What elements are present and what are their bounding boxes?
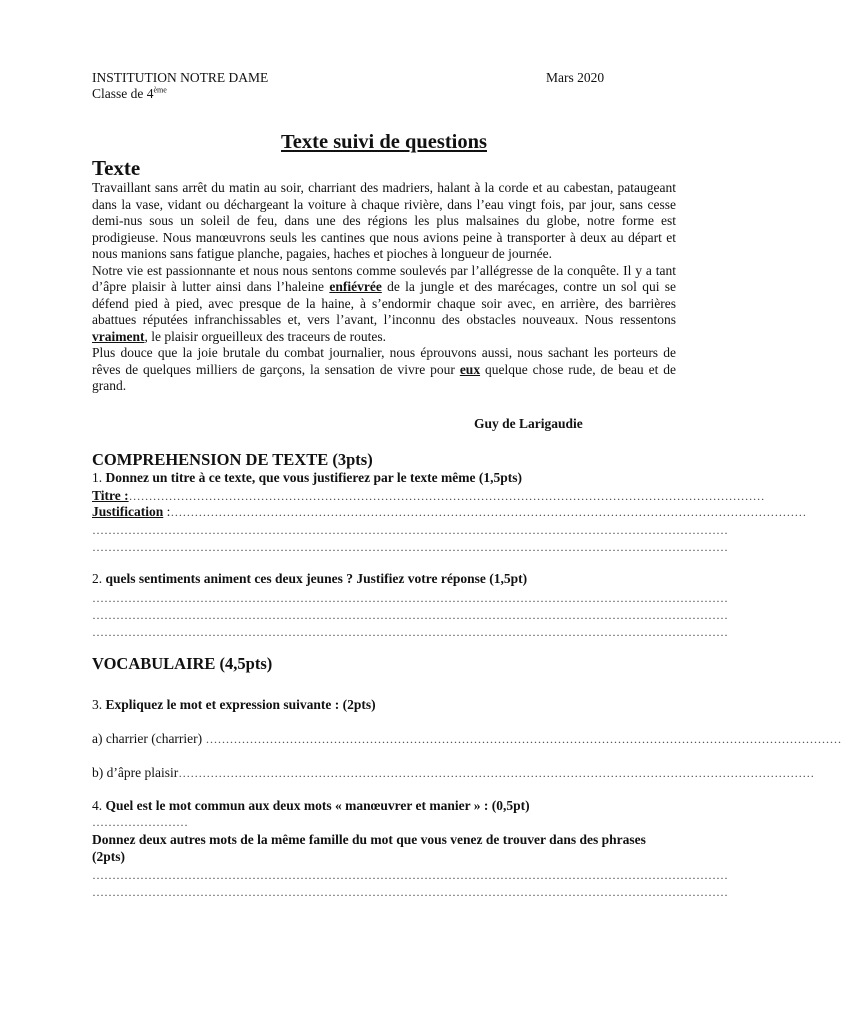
- answer-line-b[interactable]: [92, 765, 815, 781]
- passage-paragraph-2: [92, 263, 676, 346]
- question-text: Donnez un titre à ce texte, que vous justifierez par le texte même (1,5pts): [105, 470, 523, 485]
- passage-paragraph-3: [92, 345, 676, 395]
- answer-line[interactable]: ……………………………………………………………………………………………………………………………………………: [92, 608, 728, 622]
- answer-line[interactable]: ……………………………………………………………………………………………………………………………………………: [92, 523, 728, 537]
- passage: [92, 180, 676, 395]
- answer-line[interactable]: ……………………………………………………………………………………………………………………………………………: [92, 540, 728, 554]
- question-text: Quel est le mot commun aux deux mots « manœuvrer et manier » : (0,5pt): [105, 798, 530, 813]
- answer-line-short[interactable]: ……………………: [92, 815, 188, 829]
- passage-paragraph-1: Travaillant sans arrêt du matin au soir, charriant des madriers, halant à la corde et au cabestan, pataugeant dans la vase, vidant ou déchargeant la voiture à chaque rivière, dans l’eau vingt fois, par jour, sans cesse demi-nus sous un soleil de feu, dans une des régions les plus malsaines du globe, notre forme est prodigieuse. Nous manœuvrons seuls les cantines que nous avions peine à transporter à deux au départ et nous manions sans fatigue planche, pagaies, haches et pioches à longueur de journée.: [92, 180, 676, 261]
- class-prefix: Classe de 4: [92, 86, 154, 101]
- justification-label: Justification: [92, 504, 164, 519]
- passage-text: Plus douce que la joie brutale du combat journalier, nous éprouvons aussi, nous sachant les porteurs de rêves de quelques milliers de garçons, la sensation de vivre pour: [92, 345, 676, 377]
- highlighted-word-enfievree: enfiévrée: [329, 279, 382, 294]
- question-number: 2.: [92, 571, 106, 586]
- institution-name: INSTITUTION NOTRE DAME: [92, 70, 269, 85]
- answer-line[interactable]: ……………………………………………………………………………………………………………………………………………: [92, 885, 728, 899]
- answer-line[interactable]: ……………………………………………………………………………………………………………………………………………: [92, 591, 728, 605]
- highlighted-word-eux: eux: [459, 361, 481, 377]
- item-a-label: a) charrier (charrier): [92, 731, 206, 746]
- passage-text: quelque chose rude, de beau et de grand.: [92, 361, 676, 393]
- passage-text: Notre vie est passionnante et nous nous sentons comme soulevés par l’allégresse de la conquête. Il y a tant d’âpre plaisir à lutter ainsi dans l’haleine: [92, 262, 676, 294]
- question-number: 4.: [92, 798, 106, 813]
- answer-line-titre[interactable]: [92, 488, 765, 504]
- class-superscript: ème: [153, 85, 167, 95]
- answer-line[interactable]: ……………………………………………………………………………………………………………………………………………: [92, 868, 728, 882]
- label-colon: :: [163, 504, 171, 519]
- highlighted-word-vraiment: vraiment: [92, 328, 145, 344]
- question-2: [92, 571, 676, 588]
- passage-text: de la jungle et des marécages, contre un sol qui se défend pied à pied, avec presque de la haine, à s’endormir chaque soir avec, en arrière, des barrières abattues réputées infranchissables et, vers l’avant, l’inconnu des obstacles nouveaux. Nous ressentons: [92, 279, 676, 327]
- vocabulaire-heading: VOCABULAIRE (4,5pts): [92, 654, 273, 673]
- question-text: Expliquez le mot et expression suivante : (2pts): [105, 697, 376, 712]
- answer-line[interactable]: ……………………………………………………………………………………………………………………………………………: [92, 625, 728, 639]
- question-number: 3.: [92, 697, 106, 712]
- author-name: Guy de Larigaudie: [474, 416, 583, 431]
- question-4: [92, 798, 676, 815]
- dotted-line: ……………………………………………………………………………………………………………………………………………: [178, 766, 815, 780]
- comprehension-heading: COMPREHENSION DE TEXTE (3pts): [92, 450, 373, 469]
- question-number: 1.: [92, 470, 106, 485]
- answer-line-a[interactable]: [92, 731, 842, 747]
- question-1: [92, 470, 676, 487]
- header-left: [92, 70, 268, 102]
- dotted-line: ……………………………………………………………………………………………………………………………………………: [128, 489, 765, 503]
- titre-label: Titre :: [92, 488, 129, 503]
- item-b-label: b) d’âpre plaisir: [92, 765, 179, 780]
- dotted-line: ……………………………………………………………………………………………………………………………………………: [205, 732, 842, 746]
- question-4-follow-up: [92, 832, 676, 865]
- question-text: quels sentiments animent ces deux jeunes ? Justifiez votre réponse (1,5pt): [105, 571, 528, 586]
- class-level: [92, 86, 268, 102]
- passage-text: , le plaisir orgueilleux des traceurs de routes.: [144, 328, 387, 344]
- page-title: Texte suivi de questions: [281, 131, 487, 153]
- answer-line-justification[interactable]: [92, 504, 807, 520]
- question-3: [92, 697, 676, 714]
- header-date: Mars 2020: [546, 70, 605, 85]
- question-text: Donnez deux autres mots de la même famille du mot que vous venez de trouver dans des phrases (2pts): [92, 832, 646, 864]
- text-heading: Texte: [92, 156, 141, 180]
- dotted-line: ……………………………………………………………………………………………………………………………………………: [170, 505, 807, 519]
